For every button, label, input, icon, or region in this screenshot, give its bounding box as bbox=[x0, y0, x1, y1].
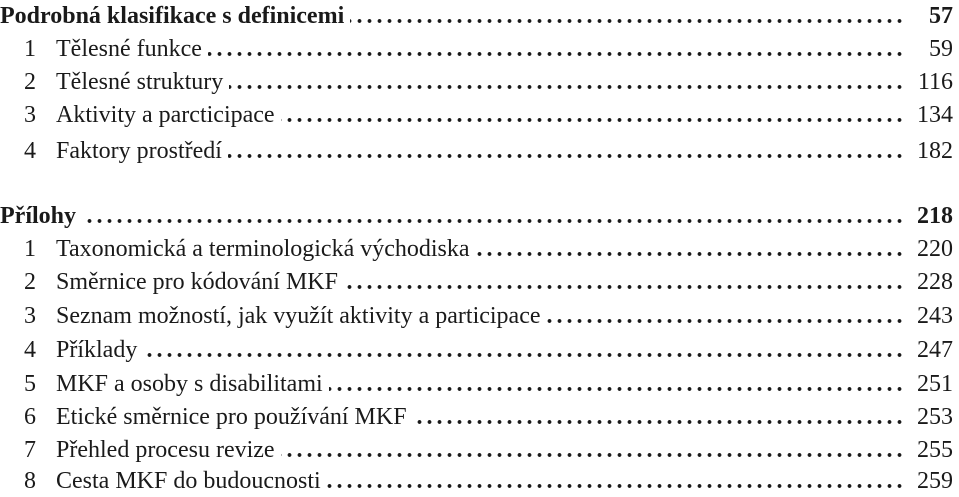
page-number: 253 bbox=[917, 404, 953, 430]
entry-number: 3 bbox=[24, 102, 36, 128]
entry-number: 6 bbox=[24, 404, 36, 430]
dot-leader bbox=[476, 233, 903, 265]
dot-leader bbox=[208, 33, 903, 65]
toc-entry[interactable] bbox=[0, 99, 959, 131]
entry-title: Seznam možností, jak využít aktivity a participace bbox=[56, 303, 541, 329]
entry-number: 3 bbox=[24, 303, 36, 329]
section-title: Přílohy bbox=[0, 203, 76, 229]
page-number: 259 bbox=[917, 468, 953, 494]
entry-title: MKF a osoby s disabilitami bbox=[56, 371, 323, 397]
entry-number: 1 bbox=[24, 36, 36, 62]
toc-entry[interactable] bbox=[0, 135, 959, 167]
entry-number: 5 bbox=[24, 371, 36, 397]
entry-number: 2 bbox=[24, 69, 36, 95]
dot-leader bbox=[413, 401, 903, 433]
entry-number: 7 bbox=[24, 437, 36, 463]
dot-leader bbox=[228, 135, 903, 167]
entry-title: Faktory prostředí bbox=[56, 138, 222, 164]
entry-title: Taxonomická a terminologická východiska bbox=[56, 236, 470, 262]
dot-leader bbox=[281, 99, 903, 131]
entry-title: Tělesné funkce bbox=[56, 36, 202, 62]
dot-leader bbox=[143, 334, 903, 366]
entry-title: Příklady bbox=[56, 337, 138, 363]
page-number: 255 bbox=[917, 437, 953, 463]
dot-leader bbox=[327, 465, 903, 497]
entry-number: 8 bbox=[24, 468, 36, 494]
page-number: 247 bbox=[917, 337, 953, 363]
entry-title: Tělesné struktury bbox=[56, 69, 224, 95]
section-title: Podrobná klasifikace s definicemi bbox=[0, 3, 345, 29]
dot-leader bbox=[329, 368, 903, 400]
entry-number: 2 bbox=[24, 269, 36, 295]
toc-entry[interactable] bbox=[0, 401, 959, 433]
toc-section-heading[interactable] bbox=[0, 0, 959, 32]
page-number: 220 bbox=[917, 236, 953, 262]
toc-entry[interactable] bbox=[0, 33, 959, 65]
dot-leader bbox=[344, 266, 903, 298]
page-number: 134 bbox=[917, 102, 953, 128]
entry-title: Cesta MKF do budoucnosti bbox=[56, 468, 321, 494]
toc-entry[interactable] bbox=[0, 465, 959, 497]
dot-leader bbox=[82, 200, 903, 232]
page-number: 218 bbox=[917, 203, 953, 229]
page-number: 59 bbox=[929, 36, 953, 62]
entry-title: Přehled procesu revize bbox=[56, 437, 275, 463]
page-number: 57 bbox=[929, 3, 953, 29]
entry-title: Směrnice pro kódování MKF bbox=[56, 269, 338, 295]
entry-number: 1 bbox=[24, 236, 36, 262]
dot-leader bbox=[281, 434, 903, 466]
toc-entry[interactable] bbox=[0, 300, 959, 332]
entry-title: Aktivity a parcticipace bbox=[56, 102, 275, 128]
page-number: 182 bbox=[917, 138, 953, 164]
toc-entry[interactable] bbox=[0, 266, 959, 298]
entry-number: 4 bbox=[24, 138, 36, 164]
dot-leader bbox=[229, 66, 903, 98]
toc-entry[interactable] bbox=[0, 434, 959, 466]
entry-title: Etické směrnice pro používání MKF bbox=[56, 404, 407, 430]
toc-entry[interactable] bbox=[0, 66, 959, 98]
page-number: 251 bbox=[917, 371, 953, 397]
page-number: 116 bbox=[917, 69, 953, 95]
entry-number: 4 bbox=[24, 337, 36, 363]
dot-leader bbox=[547, 300, 903, 332]
dot-leader bbox=[350, 0, 903, 32]
toc-entry[interactable] bbox=[0, 368, 959, 400]
page-number: 243 bbox=[917, 303, 953, 329]
toc-section-heading[interactable] bbox=[0, 200, 959, 232]
toc-entry[interactable] bbox=[0, 233, 959, 265]
toc-entry[interactable] bbox=[0, 334, 959, 366]
page-number: 228 bbox=[917, 269, 953, 295]
